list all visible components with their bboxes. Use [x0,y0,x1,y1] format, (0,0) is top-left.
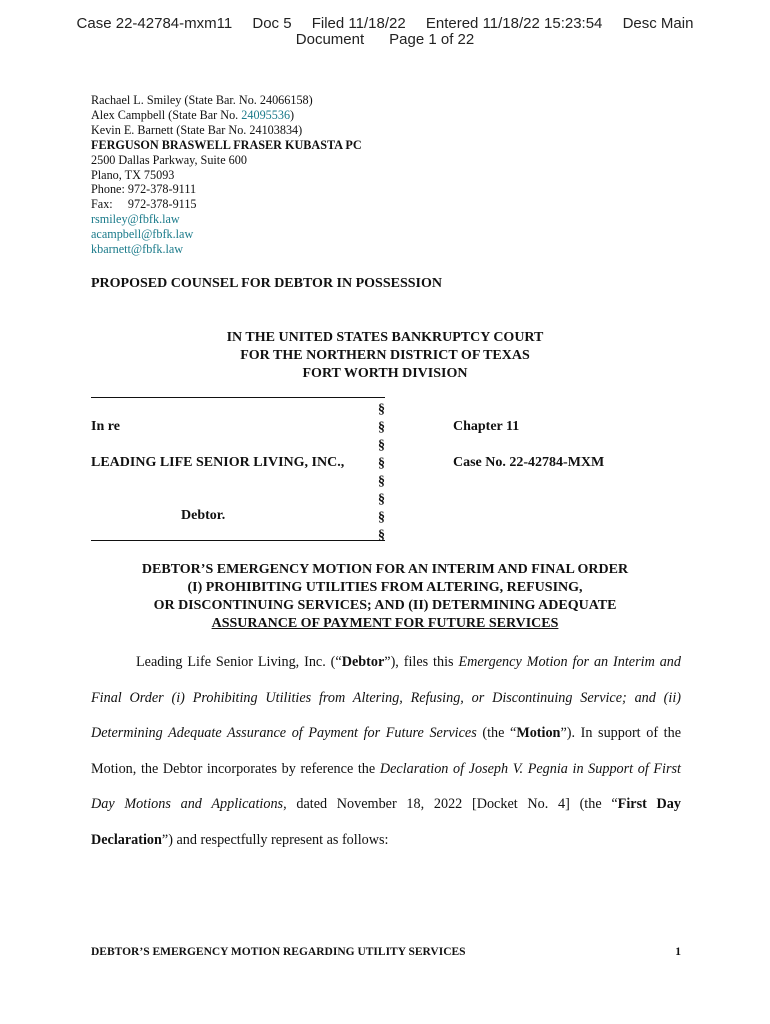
attorney-3: Kevin E. Barnett (State Bar No. 24103834) [91,122,303,137]
email-link-rsmiley[interactable]: rsmiley@fbfk.law [91,212,180,227]
ecf-header-line1 [0,15,770,32]
debtor-label: Debtor. [181,508,226,523]
attorney-2-close: ) [290,107,295,122]
court-line-1: IN THE UNITED STATES BANKRUPTCY COURT [226,330,544,345]
attorney-2-name: Alex Campbell (State Bar No. [91,107,242,122]
body-declaration-title: Declaration of Joseph V. Pegnia in Support of First Day Motions and Applications [91,760,681,813]
page-footer [91,946,681,958]
body-motion-title: Emergency Motion for an Interim and Final Order (i) Prohibiting Utilities from Altering, Refusing, or Discontinuing Service; and (ii) Determining Adequate Assurance of Payment for Future Services [91,654,681,742]
caption-rule-top [91,397,385,398]
ecf-page-count: Page 1 of 22 [389,31,475,48]
footer-page-number: 1 [675,946,681,958]
motion-title-line-4-text: ASSURANCE OF PAYMENT FOR FUTURE SERVICES [211,616,559,631]
body-text: Leading Life Senior Living, Inc. (“ [136,654,342,670]
caption-rule-bottom [91,540,385,541]
body-text: (the “ [476,725,517,742]
body-defined-term-motion: Motion [516,725,561,742]
ecf-case-number: Case 22-42784-mxm11 [76,15,233,32]
email-link-kbarnett[interactable]: kbarnett@fbfk.law [91,242,184,257]
court-line-3: FORT WORTH DIVISION [302,366,468,381]
section-symbol: § [378,420,385,435]
body-text: , dated November 18, 2022 [Docket No. 4] (the “ [283,796,618,813]
firm-address-2: Plano, TX 75093 [91,167,175,182]
proposed-counsel-heading: PROPOSED COUNSEL FOR DEBTOR IN POSSESSION [91,276,442,291]
body-defined-term-debtor: Debtor [341,654,385,670]
ecf-header-line2 [0,31,770,48]
section-symbol: § [378,402,385,417]
court-line-2: FOR THE NORTHERN DISTRICT OF TEXAS [240,348,530,363]
attorney-2-bar-number: 24095536 [241,107,291,122]
motion-title-line-4 [0,615,770,633]
section-symbol: § [378,438,385,453]
court-heading [0,329,770,383]
section-symbol: § [378,456,385,471]
law-firm-name: FERGUSON BRASWELL FRASER KUBASTA PC [91,137,362,152]
ecf-description: Desc Main [622,15,694,32]
firm-phone: Phone: 972-378-9111 [91,182,197,197]
section-symbol: § [378,528,385,543]
ecf-entered-date: Entered 11/18/22 15:23:54 [425,15,603,32]
ecf-doc-number: Doc 5 [252,15,292,32]
body-text: ”) and respectfully represent as follows: [161,831,389,848]
debtor-name: LEADING LIFE SENIOR LIVING, INC., [91,455,345,470]
ecf-document-label: Document [295,31,365,48]
section-symbols [378,401,385,545]
section-symbol: § [378,474,385,489]
motion-title-line-1: DEBTOR’S EMERGENCY MOTION FOR AN INTERIM AND FINAL ORDER [141,562,629,577]
case-number: Case No. 22-42784-MXM [453,455,605,470]
intro-paragraph [91,645,681,859]
body-defined-term-declaration: First Day Declaration [91,796,681,848]
motion-title-line-3: OR DISCONTINUING SERVICES; AND (II) DETERMINING ADEQUATE [153,598,617,613]
section-symbol: § [378,510,385,525]
firm-address-1: 2500 Dallas Parkway, Suite 600 [91,152,247,167]
attorney-1: Rachael L. Smiley (State Bar. No. 24066158) [91,93,313,107]
email-link-acampbell[interactable]: acampbell@fbfk.law [91,227,194,242]
body-text: ”). In support of the Motion, the Debtor incorporates by reference the [91,725,681,777]
section-symbol: § [378,492,385,507]
counsel-block [91,93,362,257]
firm-fax: Fax: 972-378-9115 [91,197,197,212]
motion-title-line-2: (I) PROHIBITING UTILITIES FROM ALTERING, REFUSING, [187,580,583,595]
in-re-label: In re [91,419,120,434]
ecf-filed-date: Filed 11/18/22 [311,15,406,32]
body-text: ”), files this [384,654,459,670]
chapter-label: Chapter 11 [453,419,520,434]
motion-title [0,561,770,633]
attorney-2 [91,108,362,123]
footer-title: DEBTOR’S EMERGENCY MOTION REGARDING UTILITY SERVICES [91,946,466,958]
